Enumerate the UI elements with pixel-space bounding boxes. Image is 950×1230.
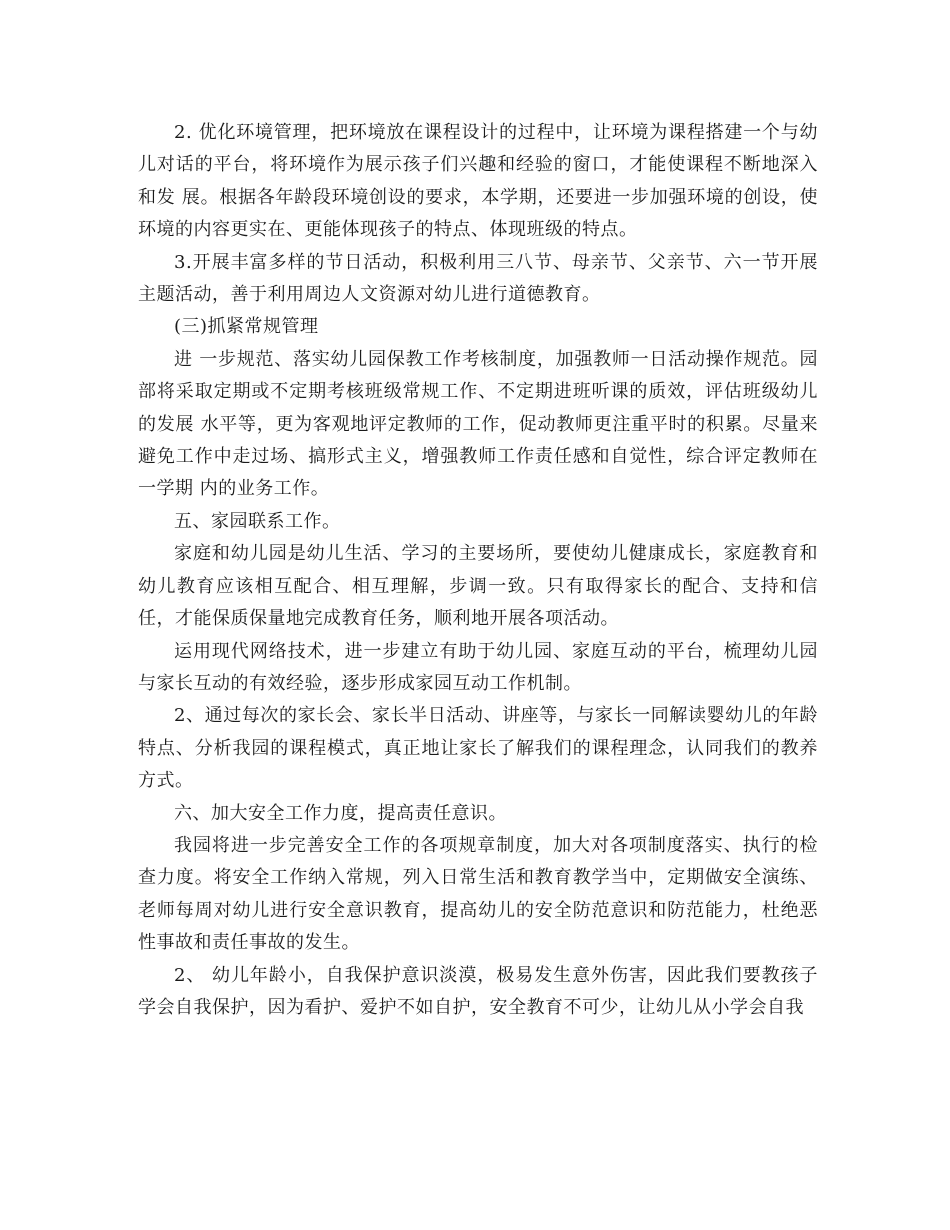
section-heading-home-school-contact: 五、家园联系工作。: [174, 510, 341, 532]
section-heading-routine-management: (三)抓紧常规管理: [174, 316, 319, 338]
paragraph-routine-management: 进 一步规范、落实幼儿园保教工作考核制度，加强教师一日活动操作规范。园部将采取定期或不定期考核班级常规工作、不定期进班听课的质效，评估班级幼儿的发展 水平等，更为客观地评定教师的工作，促动教师更注重平时的积累。尽量来避免工作中走过场、搞形式主义，增强教师工作责任感和自觉性，综合评定教师在一学期 内的业务工作。: [138, 348, 818, 500]
paragraph-family-cooperation: 家庭和幼儿园是幼儿生活、学习的主要场所，要使幼儿健康成长，家庭教育和幼儿教育应该相互配合、相互理解，步调一致。只有取得家长的配合、支持和信任，才能保质保量地完成教育任务，顺利地开展各项活动。: [138, 543, 818, 630]
paragraph-self-protection: 2、 幼儿年龄小，自我保护意识淡漠，极易发生意外伤害，因此我们要教孩子学会自我保护，因为看护、爱护不如自护，安全教育不可少，让幼儿从小学会自我: [138, 964, 818, 1018]
section-heading-safety-work: 六、加大安全工作力度，提高责任意识。: [174, 802, 507, 824]
paragraph-safety-regulations: 我园将进一步完善安全工作的各项规章制度，加大对各项制度落实、执行的检查力度。将安全工作纳入常规，列入日常生活和教育教学当中，定期做安全演练、老师每周对幼儿进行安全意识教育，提高幼儿的安全防范意识和防范能力，杜绝恶性事故和责任事故的发生。: [138, 834, 818, 954]
paragraph-festival-activities: 3.开展丰富多样的节日活动，积极利用三八节、母亲节、父亲节、六一节开展主题活动，善于利用周边人文资源对幼儿进行道德教育。: [138, 251, 818, 306]
paragraph-parent-meetings: 2、通过每次的家长会、家长半日活动、讲座等，与家长一同解读婴幼儿的年龄特点、分析我园的课程模式，真正地让家长了解我们的课程理念，认同我们的教养方式。: [138, 705, 818, 792]
paragraph-environment-management: 2. 优化环境管理，把环境放在课程设计的过程中，让环境为课程搭建一个与幼儿对话的平台，将环境作为展示孩子们兴趣和经验的窗口，才能使课程不断地深入和发 展。根据各年龄段环境创设的要求，本学期，还要进一步加强环境的创设，使环境的内容更实在、更能体现孩子的特点、体现班级的特点。: [138, 122, 818, 241]
paragraph-network-platform: 运用现代网络技术，进一步建立有助于幼儿园、家庭互动的平台，梳理幼儿园与家长互动的有效经验，逐步形成家园互动工作机制。: [138, 640, 818, 694]
document-body: [138, 117, 818, 1024]
